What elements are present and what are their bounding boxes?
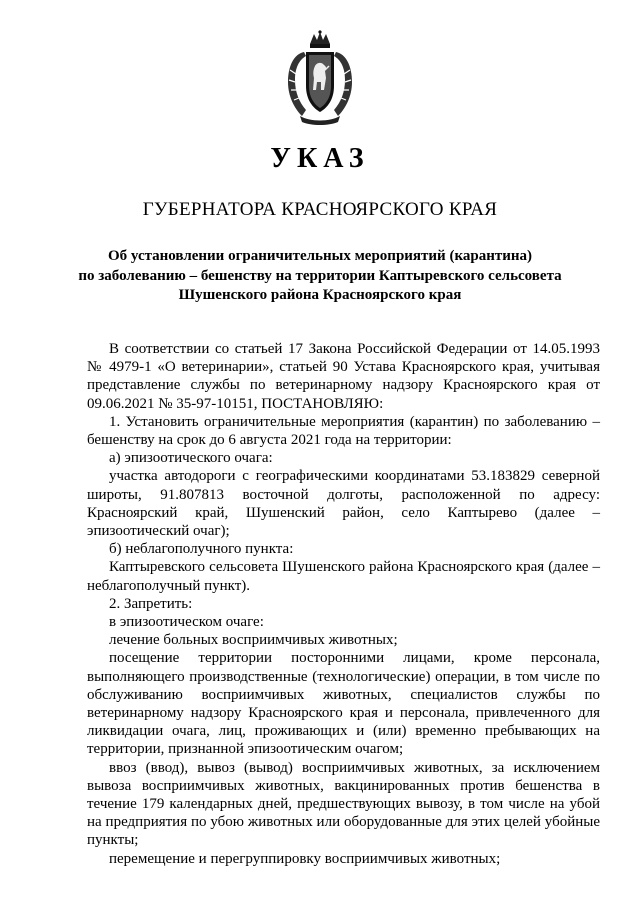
clause-2-item: ввоз (ввод), вывоз (вывод) восприимчивых животных, за исключением вывоза восприимчивых животных, вакцинированных против бешенства в течение 179 календарных дней, предшествующих вывозу, в том числе на убой на предприятия по убою животных или оборудованные для этих целей убойные пункты;	[87, 759, 600, 849]
clause-1: 1. Установить ограничительные мероприятия (карантин) по заболеванию – бешенству на срок до 6 августа 2021 года на территории:	[87, 413, 600, 449]
clause-1-a: а) эпизоотического очага:	[109, 450, 273, 467]
clause-1-a-text: участка автодороги с географическими координатами 53.183829 северной широты, 91.807813 восточной долготы, расположенной по адресу: Красноярский край, Шушенский район, село Каптырево (далее – эпизоотический очаг);	[87, 468, 600, 540]
subject-line: Шушенского района Красноярского края	[178, 287, 462, 303]
clause-2-heading: в эпизоотическом очаге:	[109, 614, 264, 631]
clause-2-item: посещение территории посторонними лицами, кроме персонала, выполняющего производственные (технологические) операции, в том числе по обслуживанию восприимчивых животных, специалистов службы по ветеринарному надзору Красноярского края и персонала, привлеченного для ликвидации очага, лиц, проживающих и (или) временно пребывающих на территории, признанной эпизоотическим очагом;	[87, 650, 600, 758]
decree-body	[87, 340, 600, 868]
issuer-title: ГУБЕРНАТОРА КРАСНОЯРСКОГО КРАЯ	[142, 199, 498, 220]
decree-subject	[60, 247, 580, 306]
document-type-title: УКАЗ	[270, 143, 370, 174]
subject-line: Об установлении ограничительных мероприятий (карантина)	[107, 248, 532, 264]
clause-2-item: лечение больных восприимчивых животных;	[109, 632, 398, 649]
clause-2-item: перемещение и перегруппировку восприимчивых животных;	[109, 850, 501, 867]
subject-line: по заболеванию – бешенству на территории Каптыревского сельсовета	[78, 267, 562, 284]
clause-2: 2. Запретить:	[109, 595, 193, 612]
clause-1-b: б) неблагополучного пункта:	[109, 541, 294, 558]
clause-1-b-text: Каптыревского сельсовета Шушенского района Красноярского края (далее – неблагополучный пункт).	[87, 559, 600, 594]
coat-of-arms-icon	[284, 30, 356, 126]
preamble-paragraph: В соответствии со статьей 17 Закона Российской Федерации от 14.05.1993 № 4979-1 «О ветеринарии», статьей 90 Устава Красноярского края, учитывая представление службы по ветеринарному надзору Красноярского края от 09.06.2021 № 35-97-10151, ПОСТАНОВЛЯЮ:	[87, 341, 600, 412]
